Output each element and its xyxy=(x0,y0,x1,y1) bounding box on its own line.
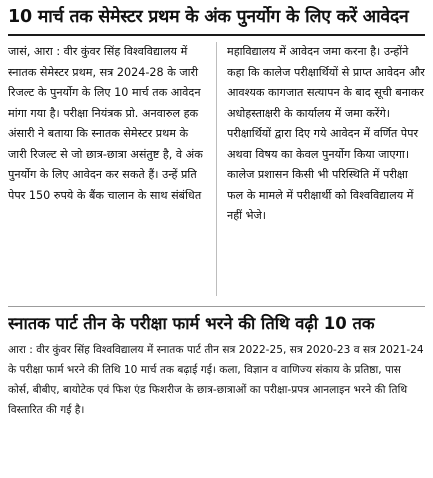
section-divider xyxy=(8,306,425,307)
headline-rule xyxy=(8,34,425,36)
column-divider xyxy=(216,42,217,296)
article-column-left-text: जासं, आरा : वीर कुंवर सिंह विश्वविद्यालय में स्नातक सेमेस्टर प्रथम, सत्र 2024-28 के जारी रिजल्ट के पुनर्योग के लिए 10 मार्च तक आवेदन मांगा गया है। परीक्षा नियंत्रक प्रो. अनवारुल हक अंसारी ने बताया कि स्नातक सेमेस्टर प्रथम के जारी रिजल्ट से जो छात्र-छात्रा असंतुष्ट है, वे अंक पुनर्योग के लिए आवेदन कर सकते हैं। उन्हें प्रति पेपर 150 रुपये के बैंक चालान के साथ संबंधित xyxy=(8,45,203,202)
brief-body: आरा : वीर कुंवर सिंह विश्वविद्यालय में स्नातक पार्ट तीन सत्र 2022-25, सत्र 2020-23 व सत्र 2021-24 के परीक्षा फार्म भरने की तिथि 10 मार्च तक बढ़ाई गई। कला, विज्ञान व वाणिज्य संकाय के प्रतिष्ठा, पास कोर्स, बीबीए, बायोटेक एवं फिश एंड फिशरीज के छात्र-छात्राओं का परीक्षा-प्रपत्र आनलाइन भरने की तिथि विस्तारित की गई है। xyxy=(8,344,424,416)
article-column-right-text: महाविद्यालय में आवेदन जमा करना है। उन्होंने कहा कि कालेज परीक्षार्थियों से प्राप्त आवेदन और आवश्यक कागजात सत्यापन के बाद सूची बनाकर अधोहस्ताक्षरी के कार्यालय में जमा करेंगे। परीक्षार्थियों द्वारा दिए गये आवेदन में वर्णित पेपर अथवा विषय का केवल पुनर्योग किया जाएगा। कालेज प्रशासन किसी भी परिस्थिति में परीक्षा फल के मामले में परीक्षार्थी को विश्वविद्यालय में नहीं भेजे। xyxy=(227,45,425,222)
article-body xyxy=(8,42,425,296)
brief-headline: स्नातक पार्ट तीन के परीक्षा फार्म भरने की तिथि वढ़ी 10 तक xyxy=(8,314,375,333)
article-column-left xyxy=(8,42,206,296)
article-headline: 10 मार्च तक सेमेस्टर प्रथम के अंक पुनर्योग के लिए करें आवेदन xyxy=(8,7,409,27)
article-column-right xyxy=(227,42,425,296)
